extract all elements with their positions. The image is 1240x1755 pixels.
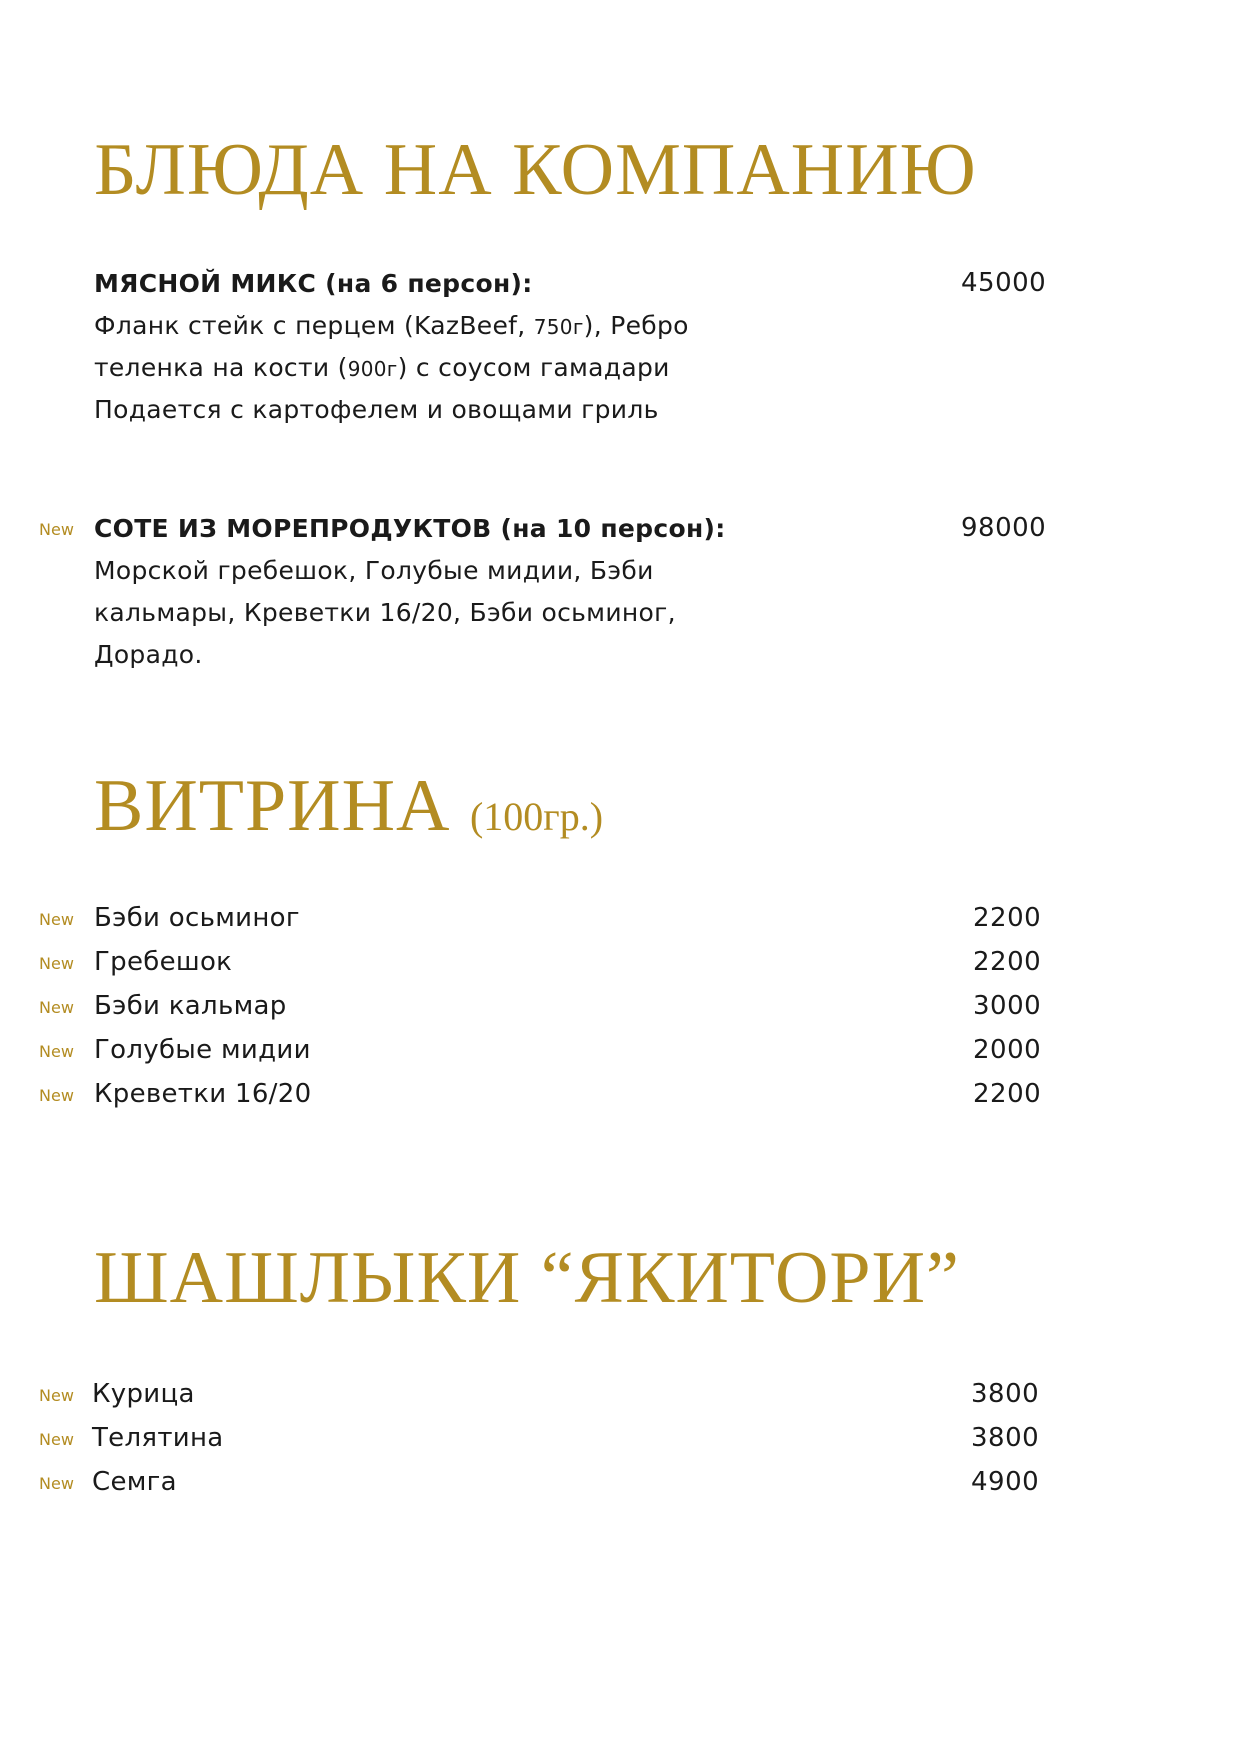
- new-badge: New: [39, 1474, 74, 1493]
- section-title-company: БЛЮДА НА КОМПАНИЮ: [94, 129, 977, 211]
- new-badge: New: [39, 954, 74, 973]
- text-fragment: Фланк стейк с перцем (KazBeef,: [94, 311, 534, 340]
- menu-item-price: 4900: [971, 1467, 1040, 1497]
- text-fragment: теленка на кости (: [94, 353, 348, 382]
- menu-item-price: 2200: [973, 903, 1042, 933]
- menu-item-price: 2000: [973, 1035, 1042, 1065]
- dish-price: 45000: [961, 268, 1047, 298]
- menu-item-name: Бэби осьминог: [94, 903, 300, 933]
- menu-item-name: Голубые мидии: [94, 1035, 311, 1065]
- text-fragment: ) с соусом гамадари: [397, 353, 670, 382]
- menu-item-name: Телятина: [92, 1423, 224, 1453]
- menu-item-name: Курица: [92, 1379, 195, 1409]
- new-badge: New: [39, 520, 74, 539]
- dish-description-line: кальмары, Креветки 16/20, Бэби осьминог,: [94, 598, 676, 627]
- new-badge: New: [39, 1042, 74, 1061]
- new-badge: New: [39, 1386, 74, 1405]
- new-badge: New: [39, 1086, 74, 1105]
- new-badge: New: [39, 1430, 74, 1449]
- text-fragment: ), Ребро: [583, 311, 689, 340]
- menu-item-price: 3000: [973, 991, 1042, 1021]
- dish-name: СОТЕ ИЗ МОРЕПРОДУКТОВ (на 10 персон):: [94, 514, 726, 543]
- dish-description-line: Дорадо.: [94, 640, 203, 669]
- menu-item-name: Семга: [92, 1467, 177, 1497]
- menu-item-price: 2200: [973, 1079, 1042, 1109]
- dish-description-line: Подается с картофелем и овощами гриль: [94, 395, 659, 424]
- dish-price: 98000: [961, 513, 1047, 543]
- menu-item-price: 3800: [971, 1379, 1040, 1409]
- menu-item-price: 3800: [971, 1423, 1040, 1453]
- section-title-vitrina: [94, 764, 603, 849]
- menu-item-name: Бэби кальмар: [94, 991, 287, 1021]
- weight-text: 900г: [347, 357, 398, 381]
- menu-item-price: 2200: [973, 947, 1042, 977]
- dish-description-line: [94, 353, 670, 382]
- dish-description-line: [94, 311, 689, 340]
- section-title-text: ВИТРИНА: [94, 765, 451, 847]
- dish-name: МЯСНОЙ МИКС (на 6 персон):: [94, 269, 533, 298]
- section-title-yakitori: ШАШЛЫКИ “ЯКИТОРИ”: [94, 1237, 960, 1319]
- section-subtitle: (100гр.): [469, 794, 604, 839]
- new-badge: New: [39, 910, 74, 929]
- weight-text: 750г: [533, 315, 584, 339]
- menu-item-name: Креветки 16/20: [94, 1079, 312, 1109]
- dish-description-line: Морской гребешок, Голубые мидии, Бэби: [94, 556, 654, 585]
- new-badge: New: [39, 998, 74, 1017]
- menu-item-name: Гребешок: [94, 947, 233, 977]
